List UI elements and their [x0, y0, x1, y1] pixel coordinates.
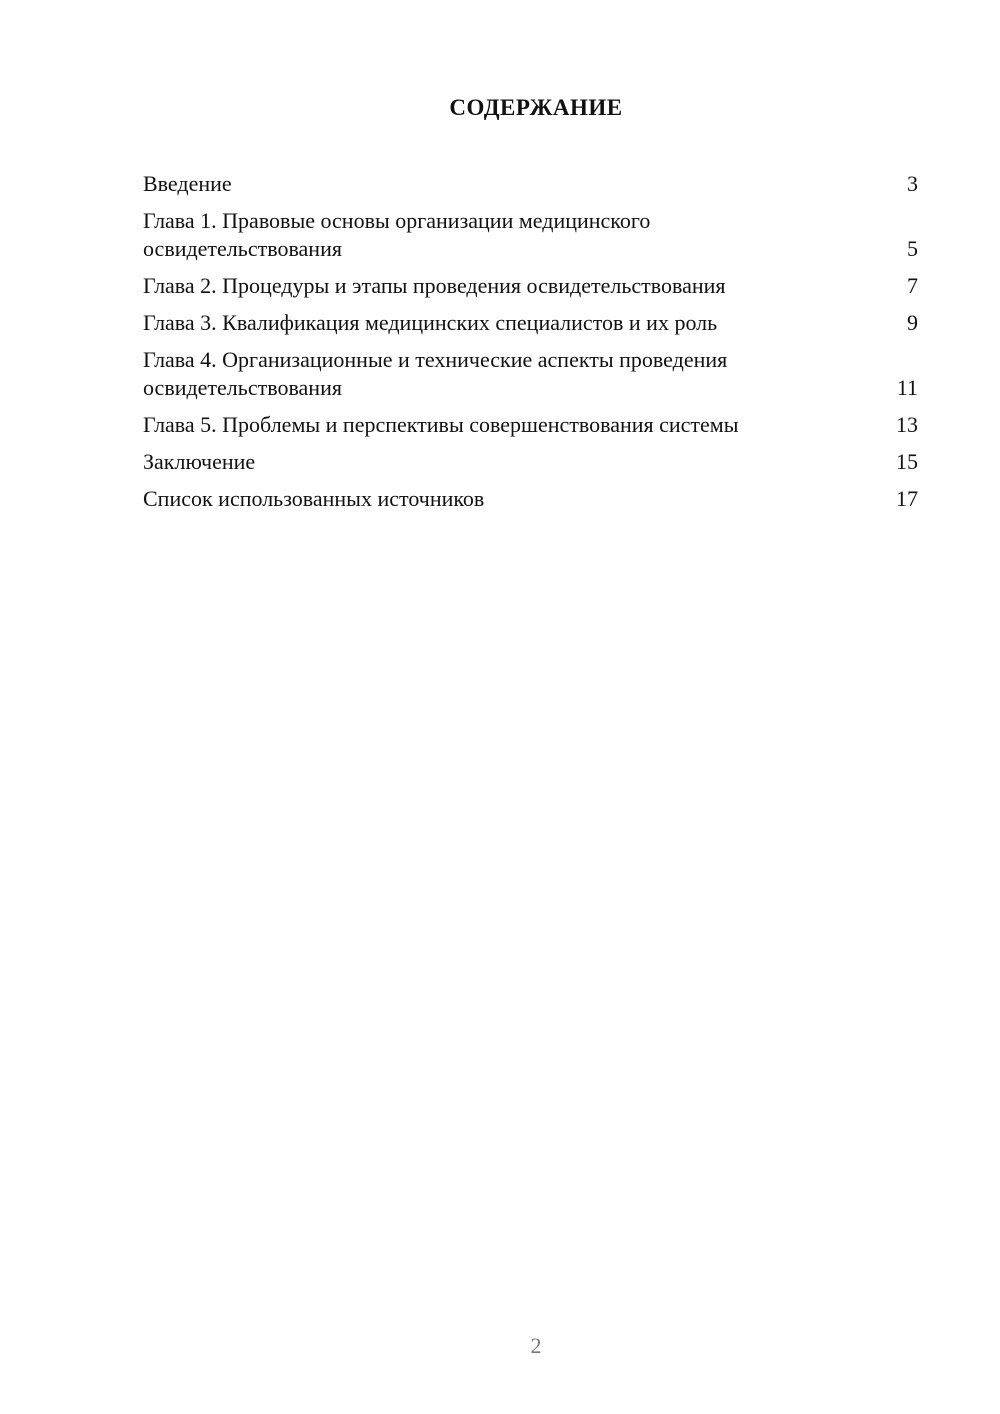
toc-entry-page: 11: [896, 375, 918, 400]
toc-entry-page: 15: [896, 449, 918, 474]
toc-entry-page: 17: [896, 486, 918, 511]
toc-entry: [143, 207, 918, 263]
toc-entry-page: 5: [907, 236, 918, 261]
toc-entry: [143, 170, 918, 198]
toc-entry: [143, 411, 918, 439]
toc-entry: [143, 448, 918, 476]
toc-entry-page: 3: [907, 171, 918, 196]
table-of-contents: [143, 170, 918, 522]
toc-entry-title: Глава 2. Процедуры и этапы проведения освидетельствования: [143, 273, 726, 298]
page-title: СОДЕРЖАНИЕ: [449, 95, 623, 120]
toc-entry-title: Глава 1. Правовые основы организации медицинского освидетельствования: [143, 208, 651, 261]
toc-entry: [143, 309, 918, 337]
toc-entry-title: Глава 4. Организационные и технические аспекты проведения освидетельствования: [143, 347, 728, 400]
toc-entry-title: Глава 3. Квалификация медицинских специалистов и их роль: [143, 310, 718, 335]
toc-entry-title: Глава 5. Проблемы и перспективы совершенствования системы: [143, 412, 739, 437]
toc-entry-title: Заключение: [143, 449, 256, 474]
toc-entry-page: 9: [907, 310, 918, 335]
toc-entry: [143, 272, 918, 300]
toc-entry-page: 7: [907, 273, 918, 298]
toc-entry-title: Введение: [143, 171, 232, 196]
toc-entry-page: 13: [896, 412, 918, 437]
page-number: 2: [530, 1333, 542, 1358]
toc-entry: [143, 485, 918, 513]
toc-entry: [143, 346, 918, 402]
toc-entry-title: Список использованных источников: [143, 486, 485, 511]
